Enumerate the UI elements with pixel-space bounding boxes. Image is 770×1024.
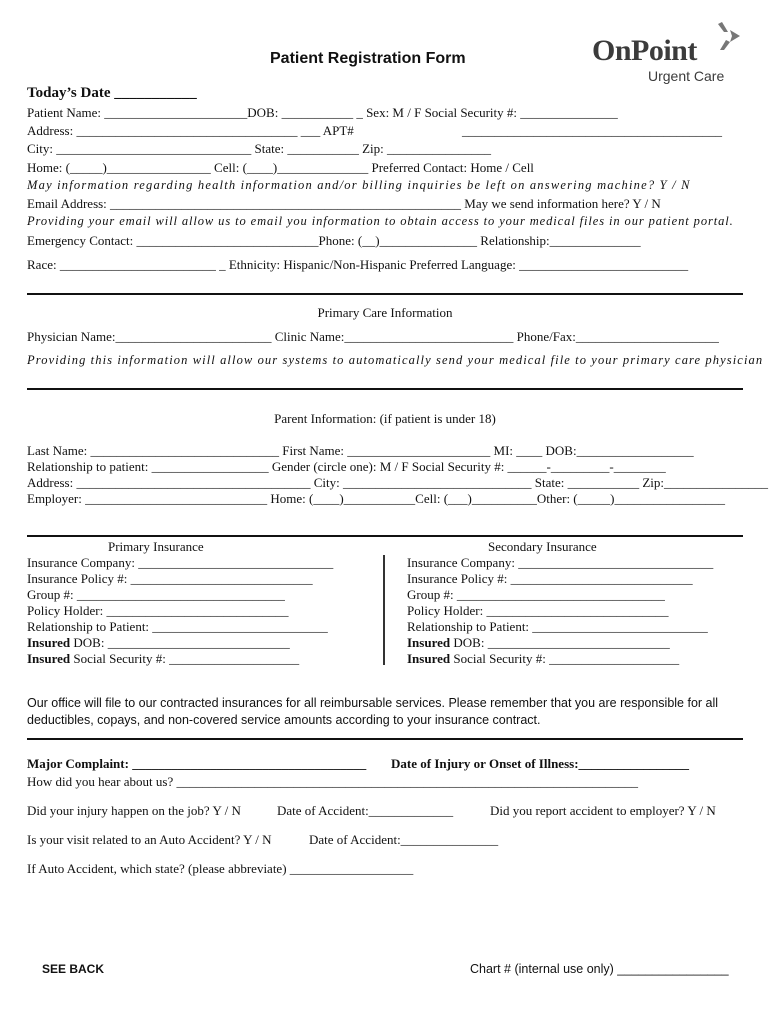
logo-name: OnPoint: [592, 34, 697, 67]
insurance-field-blank[interactable]: ___________________________: [532, 619, 708, 634]
insurance-field-label: Insurance Policy #:: [407, 571, 508, 586]
parent-heading: [0, 411, 770, 427]
auto-accident-date-field[interactable]: Date of Accident:_______________: [309, 832, 499, 847]
insurance-field-row[interactable]: [27, 587, 285, 603]
insurance-field-label: Policy Holder:: [407, 603, 484, 618]
insurance-field-blank[interactable]: ____________________________: [487, 635, 670, 650]
insurance-field-row[interactable]: [27, 619, 328, 635]
insurance-field-label: Insurance Policy #:: [27, 571, 128, 586]
insurance-field-blank[interactable]: ____________________: [549, 651, 680, 666]
insurance-field-blank[interactable]: ______________________________: [518, 555, 714, 570]
insurance-field-label: Relationship to Patient:: [27, 619, 150, 634]
insurance-field-label: Relationship to Patient:: [407, 619, 530, 634]
insurance-field-blank[interactable]: ________________________________: [76, 587, 285, 602]
insurance-field-row[interactable]: [407, 619, 708, 635]
insurance-field-row[interactable]: [407, 571, 693, 587]
insurance-field-label: Social Security #:: [70, 651, 166, 666]
insurance-field-blank[interactable]: ___________________________: [152, 619, 328, 634]
insurance-field-blank[interactable]: ____________________________: [510, 571, 693, 586]
logo: [592, 20, 752, 90]
see-back-note: SEE BACK: [42, 962, 105, 976]
emergency-contact-line[interactable]: Emergency Contact: ____________________________Phone: (__)_______________ Relationship:______________: [27, 233, 641, 248]
logo-arrows-icon: [704, 20, 744, 56]
office-note-line2: deductibles, copays, and non-covered service amounts according to your insurance contract.: [27, 713, 541, 727]
insurance-field-label: DOB:: [70, 635, 105, 650]
insurance-field-row[interactable]: [407, 635, 670, 651]
patient-line-phone[interactable]: Home: (_____)________________ Cell: (____)______________ Preferred Contact: Home / Cell: [27, 160, 534, 175]
insurance-field-row[interactable]: [27, 555, 333, 571]
divider: [27, 388, 743, 390]
insurance-field-blank[interactable]: ____________________________: [106, 603, 289, 618]
insurance-field-blank[interactable]: ________________________________: [456, 587, 665, 602]
insurance-field-blank[interactable]: ____________________________: [130, 571, 313, 586]
primary-insurance-heading: Primary Insurance: [108, 539, 204, 554]
insurance-field-row[interactable]: [407, 603, 668, 619]
on-job-question[interactable]: Did your injury happen on the job? Y / N: [27, 803, 241, 818]
job-accident-date-field[interactable]: Date of Accident:_____________: [277, 803, 454, 818]
primary-care-heading: [0, 305, 770, 321]
insurance-field-blank[interactable]: ______________________________: [138, 555, 334, 570]
insurance-field-blank[interactable]: ____________________: [169, 651, 300, 666]
divider: [27, 738, 743, 740]
insurance-field-label: DOB:: [450, 635, 485, 650]
parent-line-relationship[interactable]: Relationship to patient: __________________ Gender (circle one): M / F Social Security #: ______-_________-________: [27, 459, 666, 474]
insurance-field-bold-prefix: Insured: [407, 635, 451, 650]
insurance-field-blank[interactable]: ____________________________: [107, 635, 290, 650]
patient-line-name[interactable]: Patient Name: ______________________DOB: ___________ _ Sex: M / F Social Security #: _______________: [27, 105, 618, 120]
insurance-field-bold-prefix: Insured: [27, 635, 71, 650]
patient-line-city[interactable]: City: ______________________________ State: ___________ Zip: ________________: [27, 141, 492, 156]
insurance-field-blank[interactable]: ____________________________: [486, 603, 669, 618]
portal-note: Providing your email will allow us to email you information to obtain access to your medical files in our patient portal.: [27, 214, 734, 228]
email-line[interactable]: Email Address: ______________________________________________________ May we send information here? Y / N: [27, 196, 661, 211]
race-line[interactable]: Race: ________________________ _ Ethnicity: Hispanic/Non-Hispanic Preferred Language: __________________________: [27, 257, 689, 272]
insurance-field-label: Group #:: [407, 587, 454, 602]
page-title: Patient Registration Form: [270, 50, 466, 67]
insurance-column-divider: [383, 555, 385, 665]
primary-care-heading-text: Primary Care Information: [317, 305, 453, 320]
insurance-field-label: Insurance Company:: [407, 555, 515, 570]
insurance-field-label: Social Security #:: [450, 651, 546, 666]
office-note-line1: Our office will file to our contracted insurances for all reimbursable services. Please remember that you are responsible for all: [27, 696, 719, 710]
auto-accident-question[interactable]: Is your visit related to an Auto Accident? Y / N: [27, 832, 272, 847]
insurance-field-row[interactable]: [27, 635, 290, 651]
auto-accident-state-field[interactable]: If Auto Accident, which state? (please abbreviate) ___________________: [27, 861, 414, 876]
parent-heading-text: Parent Information: (if patient is under 18): [274, 411, 496, 426]
todays-date[interactable]: Today’s Date ___________: [27, 85, 197, 101]
major-complaint-field[interactable]: Major Complaint: ____________________________________: [27, 756, 367, 771]
insurance-field-row[interactable]: [27, 603, 288, 619]
insurance-field-row[interactable]: [407, 651, 679, 667]
parent-line-employer[interactable]: Employer: ____________________________ Home: (____)___________Cell: (___)__________Other: (_____)_________________: [27, 491, 725, 506]
insurance-field-bold-prefix: Insured: [27, 651, 71, 666]
onset-date-field[interactable]: Date of Injury or Onset of Illness:_________________: [391, 756, 690, 771]
logo-subtitle: Urgent Care: [648, 68, 725, 84]
insurance-field-row[interactable]: [27, 571, 313, 587]
insurance-field-bold-prefix: Insured: [407, 651, 451, 666]
patient-line-address-extra[interactable]: ________________________________________: [462, 123, 722, 138]
divider: [27, 293, 743, 295]
insurance-field-label: Policy Holder:: [27, 603, 104, 618]
parent-line-address[interactable]: Address: ____________________________________ City: _____________________________ State: ___________ Zip:________________: [27, 475, 768, 490]
primary-care-line[interactable]: Physician Name:________________________ Clinic Name:__________________________ Phone/Fax:______________________: [27, 329, 719, 344]
divider: [27, 535, 743, 537]
referral-source-field[interactable]: How did you hear about us? _______________________________________________________________________: [27, 774, 638, 789]
patient-line-address[interactable]: Address: __________________________________ ___ APT#: [27, 123, 354, 138]
reported-employer-question[interactable]: Did you report accident to employer? Y / N: [490, 803, 716, 818]
insurance-field-label: Group #:: [27, 587, 74, 602]
insurance-field-row[interactable]: [407, 587, 665, 603]
secondary-insurance-heading: Secondary Insurance: [488, 539, 597, 554]
parent-line-name[interactable]: Last Name: _____________________________ First Name: ______________________ MI: ____ DOB:__________________: [27, 443, 694, 458]
insurance-field-row[interactable]: [27, 651, 299, 667]
insurance-field-row[interactable]: [407, 555, 713, 571]
primary-care-note: Providing this information will allow our systems to automatically send your medical file to your primary care physician: [27, 353, 764, 367]
answering-machine-question[interactable]: May information regarding health information and/or billing inquiries be left on answering machine? Y / N: [27, 178, 691, 192]
chart-number-field[interactable]: Chart # (internal use only) ________________: [470, 962, 729, 976]
insurance-field-label: Insurance Company:: [27, 555, 135, 570]
